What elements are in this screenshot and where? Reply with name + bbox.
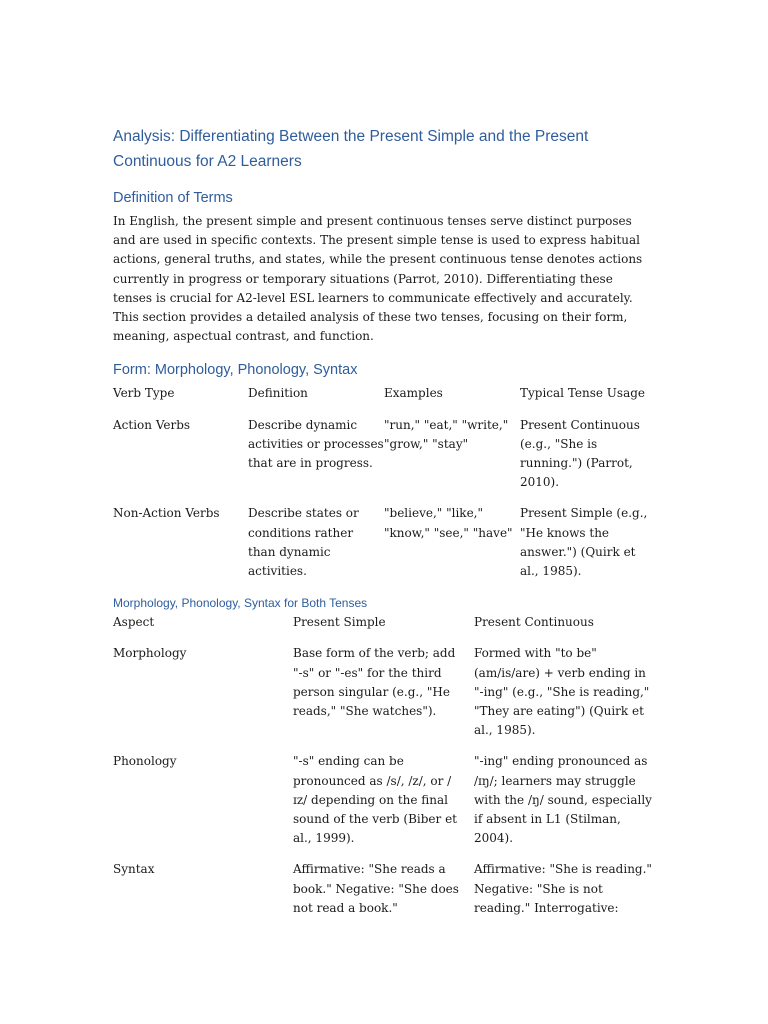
table-cell: Affirmative: "She is reading." Negative: "She is not reading." Interrogative: — [474, 862, 652, 915]
table-cell: Present Simple (e.g., "He knows the answer.") (Quirk et al., 1985). — [520, 506, 648, 579]
table-row — [113, 752, 653, 860]
table-cell: Base form of the verb; add "-s" or "-es" for the third person singular (e.g., "He reads," "She watches"). — [293, 646, 456, 719]
table-cell: "-s" ending can be pronounced as /s/, /z/, or /ɪz/ depending on the final sound of the verb (Biber et al., 1999). — [293, 754, 457, 846]
table-cell: Phonology — [113, 754, 177, 769]
section-heading-morphology: Morphology, Phonology, Syntax for Both Tenses — [113, 596, 368, 611]
table-cell: Syntax — [113, 862, 155, 877]
document-title: Analysis: Differentiating Between the Present Simple and the Present Continuous for A2 Learners — [113, 128, 589, 170]
table-cell: "believe," "like," "know," "see," "have" — [384, 506, 513, 540]
table-cell: "-ing" ending pronounced as /ɪŋ/; learners may struggle with the /ŋ/ sound, especially if absent in L1 (Stilman, 2004). — [474, 754, 652, 846]
section-heading-definition: Definition of Terms — [113, 190, 233, 206]
table-row — [113, 416, 653, 505]
table-cell: Present Continuous (e.g., "She is running.") (Parrot, 2010). — [520, 417, 640, 490]
verb-type-table — [113, 384, 653, 593]
table-row — [113, 644, 653, 752]
definition-paragraph: In English, the present simple and present continuous tenses serve distinct purposes and are used in specific contexts. The present simple tense is used to express habitual actions, general truths, and states, while the present continuous tense denotes actions currently in progress or temporary situations (Parrot, 2010). Differentiating these tenses is crucial for A2-level ESL learners to communicate effectively and accurately. This section provides a detailed analysis of these two tenses, focusing on their form, meaning, aspectual contrast, and function. — [113, 214, 643, 344]
document-page — [113, 124, 653, 930]
table-cell: Morphology — [113, 646, 187, 661]
table-cell: Action Verbs — [113, 417, 191, 432]
header-cell: Aspect — [113, 615, 155, 630]
table-cell: "run," "eat," "write," "grow," "stay" — [384, 417, 509, 451]
table-cell: Formed with "to be" (am/is/are) + verb ending in "-ing" (e.g., "She is reading," "They are eating") (Quirk et al., 1985). — [474, 646, 650, 738]
table-cell: Describe dynamic activities or processes that are in progress. — [248, 417, 384, 471]
table-row — [113, 860, 653, 930]
table-row — [113, 504, 653, 593]
header-cell: Present Simple — [293, 615, 386, 630]
table-header-row — [113, 613, 653, 644]
table-cell: Non-Action Verbs — [113, 506, 220, 521]
header-cell: Examples — [384, 386, 443, 401]
table-cell: Affirmative: "She reads a book." Negative: "She does not read a book." — [293, 862, 459, 915]
header-cell: Verb Type — [113, 386, 175, 401]
header-cell: Typical Tense Usage — [520, 386, 646, 401]
section-heading-form: Form: Morphology, Phonology, Syntax — [113, 362, 358, 379]
table-cell: Describe states or conditions rather than dynamic activities. — [248, 506, 359, 579]
table-header-row — [113, 384, 653, 415]
header-cell: Definition — [248, 386, 308, 401]
tense-comparison-table — [113, 613, 653, 930]
header-cell: Present Continuous — [474, 615, 594, 630]
